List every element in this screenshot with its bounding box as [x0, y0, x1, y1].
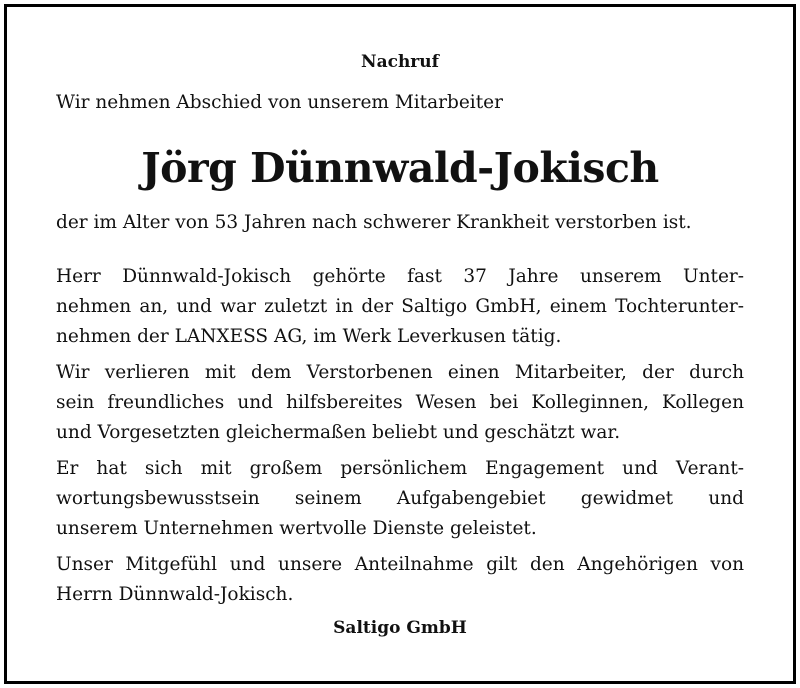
paragraph-line: sein freundliches und hilfsbereites Wesen bei Kolleginnen, Kollegen	[56, 392, 744, 413]
age-line: der im Alter von 53 Jahren nach schwerer Krankheit verstorben ist.	[56, 212, 692, 233]
signature-company: Saltigo GmbH	[333, 618, 467, 638]
paragraph-line: Herrn Dünnwald-Jokisch.	[56, 584, 294, 605]
paragraph-line: und Vorgesetzten gleichermaßen beliebt und geschätzt war.	[56, 422, 621, 443]
deceased-name: Jörg Dünnwald-Jokisch	[141, 144, 659, 192]
paragraph-character	[56, 358, 744, 448]
intro-line: Wir nehmen Abschied von unserem Mitarbeiter	[56, 92, 503, 113]
paragraph-line: Herr Dünnwald-Jokisch gehörte fast 37 Jahre unserem Unter-	[56, 266, 744, 287]
paragraph-line: unserem Unternehmen wertvolle Dienste geleistet.	[56, 518, 537, 539]
paragraph-condolence	[56, 550, 744, 610]
notice-body	[56, 262, 744, 616]
notice-heading: Nachruf	[361, 52, 439, 72]
paragraph-line: Er hat sich mit großem persönlichem Engagement und Verant-	[56, 458, 744, 479]
paragraph-line: nehmen an, und war zuletzt in der Saltigo GmbH, einem Tochterunter-	[56, 296, 744, 317]
paragraph-line: nehmen der LANXESS AG, im Werk Leverkusen tätig.	[56, 326, 562, 347]
paragraph-engagement	[56, 454, 744, 544]
paragraph-employment	[56, 262, 744, 352]
paragraph-line: wortungsbewusstsein seinem Aufgabengebiet gewidmet und	[56, 488, 744, 509]
paragraph-line: Wir verlieren mit dem Verstorbenen einen Mitarbeiter, der durch	[56, 362, 744, 383]
paragraph-line: Unser Mitgefühl und unsere Anteilnahme gilt den Angehörigen von	[56, 554, 744, 575]
